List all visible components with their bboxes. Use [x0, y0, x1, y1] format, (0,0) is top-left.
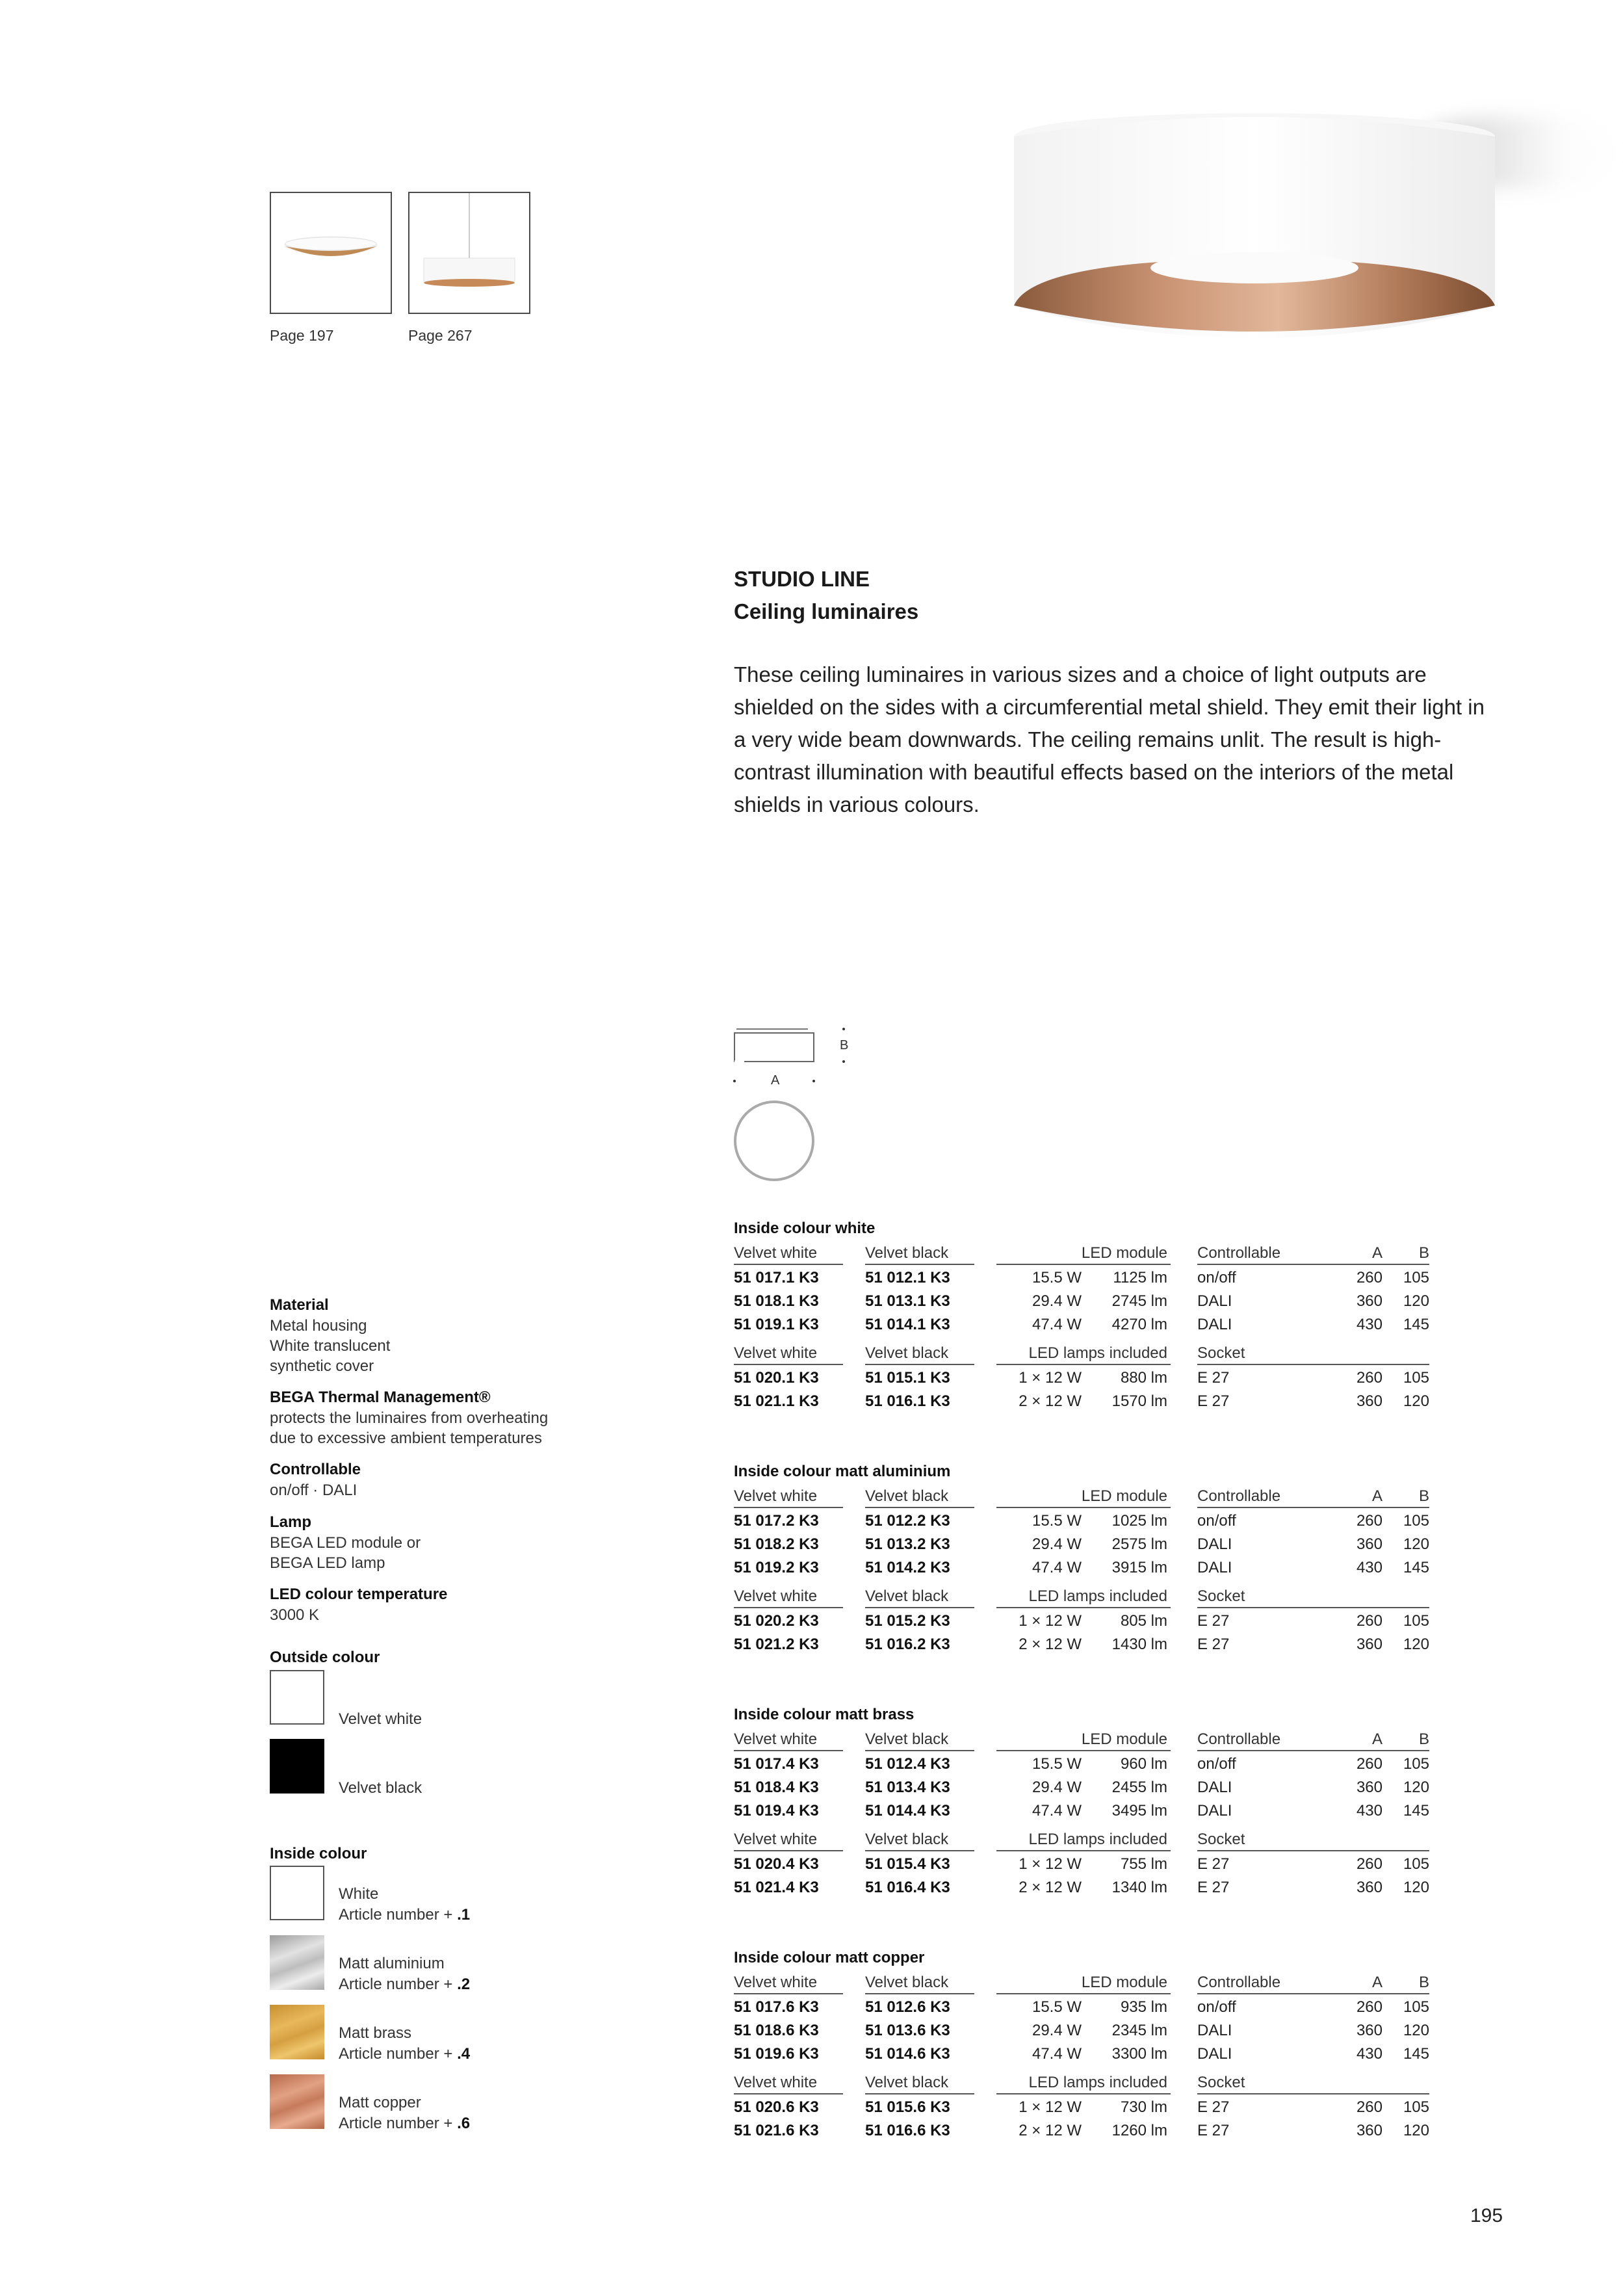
- series-title: STUDIO LINE: [734, 567, 870, 591]
- luminous-flux: 730 lm: [1120, 2098, 1167, 2116]
- article-number-velvet-black: 51 012.2 K3: [865, 1512, 950, 1530]
- control-type: DALI: [1197, 2045, 1232, 2063]
- header-rule: [865, 1993, 974, 1994]
- dimension-a: 260: [1356, 1369, 1383, 1387]
- lamp-title: Lamp: [270, 1513, 312, 1531]
- control-type: DALI: [1197, 1292, 1232, 1310]
- table-title: Inside colour matt copper: [734, 1949, 925, 1966]
- header-rule: [865, 1850, 974, 1851]
- socket-type: E 27: [1197, 1855, 1230, 1873]
- luminous-flux: 755 lm: [1120, 1855, 1167, 1873]
- dimension-b: 120: [1403, 1636, 1429, 1653]
- col-header-led-module: LED module: [1081, 1487, 1167, 1505]
- control-type: on/off: [1197, 1512, 1236, 1530]
- article-number-velvet-black: 51 013.4 K3: [865, 1779, 950, 1796]
- article-number-velvet-white: 51 018.1 K3: [734, 1292, 819, 1310]
- controllable-title: Controllable: [270, 1461, 361, 1478]
- article-number-velvet-white: 51 018.4 K3: [734, 1779, 819, 1796]
- thermal-management-line: protects the luminaires from overheating: [270, 1409, 549, 1427]
- intro-paragraph: These ceiling luminaires in various sizes and a choice of light outputs are shielded on the sides with a circumferential metal shield. They emit their light in a very wide beam downwards. The ceiling remains unlit. The result is high-contrast illumination with beautiful effects based on the interiors of the metal shields in various colours.: [734, 662, 1485, 816]
- col-header-led-lamps-included: LED lamps included: [1028, 2074, 1167, 2091]
- wattage: 1 × 12 W: [1019, 1612, 1082, 1630]
- col-header-velvet-white: Velvet white: [734, 1587, 818, 1605]
- article-number-velvet-black: 51 014.2 K3: [865, 1559, 950, 1576]
- dimension-b: 145: [1403, 1802, 1429, 1820]
- article-number-velvet-black: 51 016.4 K3: [865, 1879, 950, 1896]
- header-rule: [996, 1507, 1171, 1508]
- luminous-flux: 1340 lm: [1111, 1879, 1167, 1896]
- swatch-inside-matt-brass: [270, 2005, 324, 2059]
- col-header-controllable: Controllable: [1197, 1974, 1281, 1991]
- lamp-line: BEGA LED module or: [270, 1534, 421, 1552]
- socket-type: E 27: [1197, 2098, 1230, 2116]
- dimension-a: 260: [1356, 2098, 1383, 2116]
- article-number-velvet-black: 51 016.1 K3: [865, 1392, 950, 1410]
- header-rule: [734, 1607, 843, 1608]
- luminous-flux: 2455 lm: [1111, 1779, 1167, 1796]
- table-matt-copper: [734, 1949, 1429, 2170]
- header-rule: [996, 2093, 1171, 2094]
- luminous-flux: 880 lm: [1120, 1369, 1167, 1387]
- col-header-socket: Socket: [1197, 1587, 1245, 1605]
- header-rule: [865, 1607, 974, 1608]
- dimension-a: 430: [1356, 1316, 1383, 1333]
- article-number-velvet-white: 51 017.1 K3: [734, 1269, 819, 1286]
- col-header-controllable: Controllable: [1197, 1487, 1281, 1505]
- material-line: Metal housing: [270, 1317, 367, 1335]
- control-type: DALI: [1197, 1535, 1232, 1553]
- article-number-velvet-white: 51 020.2 K3: [734, 1612, 819, 1630]
- swatch-label: Matt aluminium Article number + .2: [339, 1955, 471, 1993]
- col-header-led-module: LED module: [1081, 1244, 1167, 1262]
- header-rule: [1197, 1507, 1429, 1508]
- col-header-velvet-black: Velvet black: [865, 1244, 949, 1262]
- header-rule: [734, 1750, 843, 1751]
- luminous-flux: 935 lm: [1120, 1998, 1167, 2016]
- swatch-inside-white: [270, 1866, 324, 1920]
- col-header-b: B: [1418, 1730, 1429, 1748]
- luminous-flux: 1430 lm: [1111, 1636, 1167, 1653]
- header-rule: [996, 1264, 1171, 1265]
- col-header-b: B: [1418, 1974, 1429, 1991]
- article-number-velvet-black: 51 012.6 K3: [865, 1998, 950, 2016]
- wattage: 15.5 W: [1032, 1998, 1082, 2016]
- wattage: 15.5 W: [1032, 1269, 1082, 1286]
- header-rule: [734, 1993, 843, 1994]
- article-number-velvet-white: 51 019.6 K3: [734, 2045, 819, 2063]
- dimension-a: 360: [1356, 2122, 1383, 2139]
- table-white: [734, 1220, 1429, 1441]
- socket-type: E 27: [1197, 1392, 1230, 1410]
- col-header-a: A: [1371, 1244, 1383, 1262]
- article-number-velvet-white: 51 018.6 K3: [734, 2022, 819, 2039]
- control-type: DALI: [1197, 1559, 1232, 1576]
- thumbnail-caption: Page 267: [408, 327, 473, 344]
- dimension-a: 360: [1356, 1636, 1383, 1653]
- luminous-flux: 1570 lm: [1111, 1392, 1167, 1410]
- article-number-velvet-black: 51 014.6 K3: [865, 2045, 950, 2063]
- dimension-a: 260: [1356, 1612, 1383, 1630]
- wattage: 1 × 12 W: [1019, 1369, 1082, 1387]
- header-rule: [1197, 1850, 1429, 1851]
- luminous-flux: 2345 lm: [1111, 2022, 1167, 2039]
- col-header-velvet-black: Velvet black: [865, 1974, 949, 1991]
- header-rule: [734, 1264, 843, 1265]
- dimension-a: 360: [1356, 1535, 1383, 1553]
- col-header-velvet-white: Velvet white: [734, 1487, 818, 1505]
- material-line: White translucent: [270, 1337, 391, 1355]
- table-title: Inside colour matt aluminium: [734, 1463, 951, 1480]
- luminous-flux: 1260 lm: [1111, 2122, 1167, 2139]
- table-title: Inside colour white: [734, 1220, 876, 1237]
- dimension-b: 120: [1403, 2022, 1429, 2039]
- article-number-velvet-white: 51 020.4 K3: [734, 1855, 819, 1873]
- dimension-a: 260: [1356, 1755, 1383, 1773]
- material-line: synthetic cover: [270, 1357, 374, 1375]
- col-header-velvet-black: Velvet black: [865, 1730, 949, 1748]
- dimension-a: 360: [1356, 1292, 1383, 1310]
- col-header-velvet-white: Velvet white: [734, 1730, 818, 1748]
- swatch-velvet-black: [270, 1739, 324, 1794]
- col-header-controllable: Controllable: [1197, 1730, 1281, 1748]
- header-rule: [1197, 2093, 1429, 2094]
- col-header-a: A: [1371, 1730, 1383, 1748]
- header-rule: [996, 1850, 1171, 1851]
- dimension-b: 120: [1403, 1879, 1429, 1896]
- control-type: on/off: [1197, 1755, 1236, 1773]
- dimension-a: 360: [1356, 1779, 1383, 1796]
- article-number-velvet-black: 51 016.2 K3: [865, 1636, 950, 1653]
- article-number-velvet-white: 51 021.2 K3: [734, 1636, 819, 1653]
- ceiling-lamp-thumbnail-image: [271, 193, 391, 313]
- control-type: DALI: [1197, 1316, 1232, 1333]
- col-header-socket: Socket: [1197, 1831, 1245, 1848]
- controllable-text: on/off · DALI: [270, 1481, 357, 1499]
- dimension-a: 260: [1356, 1269, 1383, 1286]
- dimension-b: 105: [1403, 2098, 1429, 2116]
- col-header-velvet-black: Velvet black: [865, 1587, 949, 1605]
- col-header-velvet-white: Velvet white: [734, 1244, 818, 1262]
- wattage: 47.4 W: [1032, 1802, 1082, 1820]
- material-title: Material: [270, 1296, 329, 1314]
- lamp-line: BEGA LED lamp: [270, 1554, 385, 1572]
- control-type: DALI: [1197, 1779, 1232, 1796]
- thumbnail-caption: Page 197: [270, 327, 334, 344]
- article-number-velvet-black: 51 014.1 K3: [865, 1316, 950, 1333]
- socket-type: E 27: [1197, 2122, 1230, 2139]
- thumbnail-page-267[interactable]: [408, 192, 530, 314]
- dimension-b: 105: [1403, 1998, 1429, 2016]
- col-header-velvet-black: Velvet black: [865, 1344, 949, 1362]
- article-number-velvet-white: 51 021.4 K3: [734, 1879, 819, 1896]
- col-header-socket: Socket: [1197, 1344, 1245, 1362]
- dimension-a: 260: [1356, 1512, 1383, 1530]
- luminous-flux: 3495 lm: [1111, 1802, 1167, 1820]
- dimension-a: 430: [1356, 1559, 1383, 1576]
- article-number-velvet-white: 51 017.6 K3: [734, 1998, 819, 2016]
- control-type: DALI: [1197, 1802, 1232, 1820]
- col-header-velvet-black: Velvet black: [865, 2074, 949, 2091]
- dimension-b: 145: [1403, 1316, 1429, 1333]
- swatch-label: Velvet white: [339, 1710, 422, 1728]
- dimension-a: 260: [1356, 1855, 1383, 1873]
- dimension-a: 260: [1356, 1998, 1383, 2016]
- wattage: 47.4 W: [1032, 2045, 1082, 2063]
- socket-type: E 27: [1197, 1369, 1230, 1387]
- luminous-flux: 1125 lm: [1113, 1269, 1167, 1286]
- pendant-lamp-thumbnail-image: [409, 193, 529, 313]
- article-number-velvet-white: 51 020.6 K3: [734, 2098, 819, 2116]
- dimension-label-b: B: [840, 1038, 849, 1052]
- header-rule: [1197, 1364, 1429, 1365]
- swatch-velvet-white: [270, 1670, 324, 1725]
- article-number-velvet-white: 51 019.2 K3: [734, 1559, 819, 1576]
- article-number-velvet-white: 51 017.2 K3: [734, 1512, 819, 1530]
- socket-type: E 27: [1197, 1879, 1230, 1896]
- swatch-label: Matt copper Article number + .6: [339, 2094, 471, 2132]
- outside-colour-title: Outside colour: [270, 1649, 380, 1666]
- swatch-label: White Article number + .1: [339, 1885, 471, 1924]
- article-number-velvet-black: 51 013.2 K3: [865, 1535, 950, 1553]
- control-type: on/off: [1197, 1998, 1236, 2016]
- article-number-velvet-white: 51 017.4 K3: [734, 1755, 819, 1773]
- inside-colour-title: Inside colour: [270, 1845, 367, 1862]
- article-number-velvet-black: 51 014.4 K3: [865, 1802, 950, 1820]
- control-type: DALI: [1197, 2022, 1232, 2039]
- header-rule: [996, 1750, 1171, 1751]
- wattage: 47.4 W: [1032, 1559, 1082, 1576]
- header-rule: [996, 1364, 1171, 1365]
- col-header-velvet-white: Velvet white: [734, 1344, 818, 1362]
- luminous-flux: 3300 lm: [1111, 2045, 1167, 2063]
- wattage: 2 × 12 W: [1019, 1636, 1082, 1653]
- dimension-b: 105: [1403, 1512, 1429, 1530]
- colour-temperature-title: LED colour temperature: [270, 1585, 448, 1603]
- col-header-led-module: LED module: [1081, 1730, 1167, 1748]
- dimension-b: 105: [1403, 1755, 1429, 1773]
- header-rule: [734, 1507, 843, 1508]
- dimension-b: 120: [1403, 2122, 1429, 2139]
- luminous-flux: 4270 lm: [1111, 1316, 1167, 1333]
- col-header-led-lamps-included: LED lamps included: [1028, 1587, 1167, 1605]
- article-number-velvet-black: 51 015.2 K3: [865, 1612, 950, 1630]
- header-rule: [1197, 1264, 1429, 1265]
- thermal-management-title: BEGA Thermal Management®: [270, 1389, 491, 1406]
- table-matt-brass: [734, 1706, 1429, 1927]
- article-number-velvet-white: 51 020.1 K3: [734, 1369, 819, 1387]
- col-header-velvet-white: Velvet white: [734, 1831, 818, 1848]
- col-header-b: B: [1418, 1487, 1429, 1505]
- col-header-velvet-black: Velvet black: [865, 1487, 949, 1505]
- wattage: 2 × 12 W: [1019, 2122, 1082, 2139]
- luminous-flux: 805 lm: [1120, 1612, 1167, 1630]
- col-header-b: B: [1418, 1244, 1429, 1262]
- wattage: 15.5 W: [1032, 1512, 1082, 1530]
- col-header-velvet-white: Velvet white: [734, 1974, 818, 1991]
- dimension-b: 145: [1403, 1559, 1429, 1576]
- header-rule: [1197, 1607, 1429, 1608]
- col-header-velvet-black: Velvet black: [865, 1831, 949, 1848]
- table-title: Inside colour matt brass: [734, 1706, 915, 1723]
- article-number-velvet-black: 51 015.1 K3: [865, 1369, 950, 1387]
- header-rule: [865, 2093, 974, 2094]
- article-number-velvet-black: 51 013.1 K3: [865, 1292, 950, 1310]
- dimension-b: 120: [1403, 1292, 1429, 1310]
- header-rule: [734, 1364, 843, 1365]
- dimension-b: 105: [1403, 1612, 1429, 1630]
- socket-type: E 27: [1197, 1612, 1230, 1630]
- header-rule: [865, 1364, 974, 1365]
- col-header-a: A: [1371, 1487, 1383, 1505]
- wattage: 29.4 W: [1032, 1779, 1082, 1796]
- col-header-led-lamps-included: LED lamps included: [1028, 1344, 1167, 1362]
- swatch-label: Velvet black: [339, 1779, 422, 1797]
- header-rule: [865, 1264, 974, 1265]
- page-number: 195: [1470, 2205, 1503, 2226]
- wattage: 1 × 12 W: [1019, 2098, 1082, 2116]
- dimension-a: 360: [1356, 1392, 1383, 1410]
- dimension-b: 120: [1403, 1535, 1429, 1553]
- article-number-velvet-black: 51 012.1 K3: [865, 1269, 950, 1286]
- luminous-flux: 960 lm: [1120, 1755, 1167, 1773]
- control-type: on/off: [1197, 1269, 1236, 1286]
- header-rule: [1197, 1750, 1429, 1751]
- header-rule: [865, 1507, 974, 1508]
- article-number-velvet-white: 51 019.4 K3: [734, 1802, 819, 1820]
- article-number-velvet-black: 51 015.4 K3: [865, 1855, 950, 1873]
- col-header-controllable: Controllable: [1197, 1244, 1281, 1262]
- col-header-velvet-white: Velvet white: [734, 2074, 818, 2091]
- header-rule: [734, 2093, 843, 2094]
- article-number-velvet-black: 51 013.6 K3: [865, 2022, 950, 2039]
- dimension-a: 430: [1356, 2045, 1383, 2063]
- wattage: 2 × 12 W: [1019, 1392, 1082, 1410]
- col-header-led-module: LED module: [1081, 1974, 1167, 1991]
- header-rule: [734, 1850, 843, 1851]
- luminous-flux: 1025 lm: [1111, 1512, 1167, 1530]
- dimension-b: 145: [1403, 2045, 1429, 2063]
- luminous-flux: 2575 lm: [1111, 1535, 1167, 1553]
- article-number-velvet-black: 51 012.4 K3: [865, 1755, 950, 1773]
- luminous-flux: 3915 lm: [1111, 1559, 1167, 1576]
- wattage: 29.4 W: [1032, 1292, 1082, 1310]
- dimension-a: 360: [1356, 2022, 1383, 2039]
- article-number-velvet-white: 51 021.1 K3: [734, 1392, 819, 1410]
- swatch-label: Matt brass Article number + .4: [339, 2024, 471, 2063]
- dimension-b: 120: [1403, 1392, 1429, 1410]
- col-header-socket: Socket: [1197, 2074, 1245, 2091]
- wattage: 15.5 W: [1032, 1755, 1082, 1773]
- wattage: 29.4 W: [1032, 2022, 1082, 2039]
- colour-temperature-value: 3000 K: [270, 1606, 320, 1624]
- dimension-label-a: A: [771, 1073, 780, 1088]
- dimension-a: 360: [1356, 1879, 1383, 1896]
- wattage: 29.4 W: [1032, 1535, 1082, 1553]
- header-rule: [996, 1607, 1171, 1608]
- luminous-flux: 2745 lm: [1111, 1292, 1167, 1310]
- article-number-velvet-white: 51 019.1 K3: [734, 1316, 819, 1333]
- article-number-velvet-white: 51 018.2 K3: [734, 1535, 819, 1553]
- thumbnail-page-197[interactable]: [270, 192, 392, 314]
- header-rule: [1197, 1993, 1429, 1994]
- dimension-b: 105: [1403, 1269, 1429, 1286]
- wattage: 2 × 12 W: [1019, 1879, 1082, 1896]
- wattage: 47.4 W: [1032, 1316, 1082, 1333]
- dimension-b: 120: [1403, 1779, 1429, 1796]
- swatch-inside-matt-aluminium: [270, 1935, 324, 1990]
- product-category-title: Ceiling luminaires: [734, 599, 919, 623]
- dimension-b: 105: [1403, 1369, 1429, 1387]
- header-rule: [865, 1750, 974, 1751]
- thermal-management-line: due to excessive ambient temperatures: [270, 1429, 542, 1447]
- header-rule: [996, 1993, 1171, 1994]
- hero-ceiling-luminaire-image: [994, 98, 1514, 358]
- article-number-velvet-white: 51 021.6 K3: [734, 2122, 819, 2139]
- col-header-a: A: [1371, 1974, 1383, 1991]
- article-number-velvet-black: 51 015.6 K3: [865, 2098, 950, 2116]
- swatch-inside-matt-copper: [270, 2074, 324, 2129]
- dimension-a: 430: [1356, 1802, 1383, 1820]
- socket-type: E 27: [1197, 1636, 1230, 1653]
- table-matt-aluminium: [734, 1463, 1429, 1684]
- col-header-led-lamps-included: LED lamps included: [1028, 1831, 1167, 1848]
- dimension-b: 105: [1403, 1855, 1429, 1873]
- article-number-velvet-black: 51 016.6 K3: [865, 2122, 950, 2139]
- wattage: 1 × 12 W: [1019, 1855, 1082, 1873]
